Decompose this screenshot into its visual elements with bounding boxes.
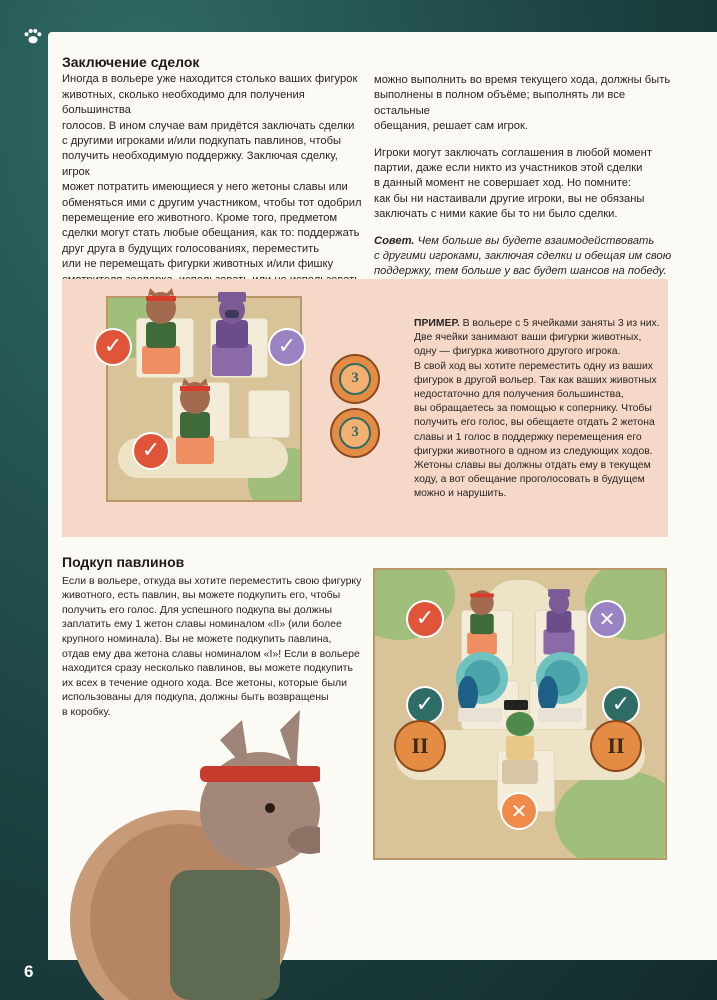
tip-line (374, 234, 674, 249)
text-line: животного, есть павлин, вы можете подкупить его, чтобы (62, 589, 341, 602)
text-line: использованы для подкупа, должны быть возвращены (62, 691, 329, 704)
text-line: крупного номинала). Вы не можете подкупить павлина, (62, 632, 332, 645)
vote-yes-red-icon: ✓ (134, 434, 168, 468)
fame-token-ii (590, 720, 642, 772)
text-line: получить необходимую поддержку. Заключая сделку, игрок (62, 150, 338, 178)
vulture-figure (208, 288, 256, 378)
example-line: Две ячейки занимают ваши фигурки животных, (414, 332, 642, 344)
text-line: в коробку. (62, 705, 111, 718)
example-line: недостаточно для получения большинства, (414, 389, 624, 401)
tip-line: с другими игроками, заключая сделки и обещая им свою (374, 250, 672, 263)
vulture-figure (536, 586, 582, 656)
text-line: друг друга в будущих голосованиях, переместить (62, 242, 320, 255)
text-line: обещания, решает сам игрок. (374, 120, 528, 133)
example-label: ПРИМЕР. (414, 318, 460, 329)
vote-yes-red-icon: ✓ (96, 330, 130, 364)
armadillo-figure (458, 584, 506, 656)
paw-icon (22, 26, 44, 48)
example-line (414, 317, 664, 331)
fame-token-3 (330, 354, 380, 404)
text-line: перемещение его животного. Кроме того, предметом (62, 212, 338, 225)
section-peacocks (62, 555, 367, 720)
fame-token-3 (330, 408, 380, 458)
armadillo-figure (136, 284, 186, 376)
text-line: животных, сколько необходимо для получения большинства (62, 88, 305, 117)
text-line: Если в вольере, откуда вы хотите переместить свою фигурку (62, 574, 362, 587)
vote-yes-red-icon: ✓ (408, 602, 442, 636)
example-line: фигурок в другой вольер. Так как ваших животных (414, 374, 657, 386)
example-text-start: В вольере с 5 ячейками заняты 3 из них. (459, 318, 660, 329)
text-line: или не перемещать фигурки животных и/или фишку (62, 258, 334, 271)
tip-label: Совет. (374, 234, 415, 247)
vote-yes-teal-icon: ✓ (604, 688, 638, 722)
token-value: 3 (351, 370, 359, 386)
tip-text: Чем больше вы будете взаимодействовать (414, 234, 655, 247)
crocodile-figure (494, 700, 546, 786)
example-line: получить его голос, вы обещаете отдать 2 жетона (414, 417, 655, 429)
fame-token-ii (394, 720, 446, 772)
text-line: находится сразу несколько павлинов, вы можете подкупить (62, 662, 353, 675)
tip-line: поддержку, тем больше у вас будет шансов на победу. (374, 265, 667, 278)
text-line: может потратить имеющиеся у него жетоны славы или (62, 181, 348, 194)
armadillo-figure (170, 374, 220, 466)
vote-yes-purple-icon: ✓ (270, 330, 304, 364)
armadillo-character-illustration (60, 700, 320, 1000)
text-line: партии, даже если никто из участников этой сделки (374, 162, 643, 175)
example-text (414, 317, 664, 502)
text-line: как бы ни настаивали другие игроки, вы не обязаны (374, 192, 645, 205)
text-line: Игроки могут заключать соглашения в любой момент (374, 146, 652, 159)
text-line: отдав ему два жетона славы номиналом «I»! Если в вольере (62, 647, 360, 660)
text-line: выполнены в полном объёме; выполнять ли все остальные (374, 89, 626, 117)
vote-no-orange-icon: ✕ (502, 794, 536, 828)
page-number: 6 (24, 962, 34, 981)
example-line: вы обращаетесь за помощью к сопернику. Чтобы (414, 403, 652, 415)
text-line: можно выполнить во время текущего хода, должны быть (374, 74, 671, 86)
token-value: II (607, 733, 625, 758)
token-value: II (411, 733, 429, 758)
vote-yes-teal-icon: ✓ (408, 688, 442, 722)
peacocks-text (62, 574, 367, 720)
example-line: Жетоны славы вы должны отдать ему в текущем (414, 460, 651, 472)
section-title-peacocks: Подкуп павлинов (62, 554, 185, 570)
section-title-deals: Заключение сделок (62, 54, 200, 70)
text-line: Иногда в вольере уже находится столько ваших фигурок (62, 73, 358, 86)
example-line: фигурки животного в одном из следующих ходов. (414, 445, 653, 457)
example-line: ходу, а вот обещание проголосовать в будущем (414, 474, 645, 486)
example-line: славы и 1 голос в поддержку перемещения его (414, 431, 642, 443)
example-line: одну — фигурка животного другого игрока. (414, 346, 621, 358)
text-line: заплатить ему 1 жетон славы номиналом «II» (или более (62, 618, 342, 631)
token-value: 3 (351, 424, 359, 440)
text-line: получить его голос. Для успешного подкупа вы должны (62, 603, 333, 616)
text-line: с другими игроками и/или подкупать павлинов, чтобы (62, 135, 342, 148)
example-line: В свой ход вы хотите переместить одну из ваших (414, 360, 653, 372)
text-line: обменяться ими с другим участником, чтобы тот одобрил (62, 196, 362, 209)
vote-no-purple-icon: ✕ (590, 602, 624, 636)
text-line: голосов. В ином случае вам придётся заключать сделки (62, 119, 355, 132)
text-line: в данный момент не совершает ход. Но помните: (374, 177, 632, 190)
deals-text-right (374, 73, 674, 295)
text-line: сделки могут стать любые обещания, как то: поддержать (62, 227, 360, 240)
example-line: можно и нарушить. (414, 488, 507, 500)
text-line: заключать с ними какие бы то ни было сделки. (374, 208, 618, 221)
text-line: их всех в течение одного хода. Все жетоны, которые были (62, 676, 347, 689)
